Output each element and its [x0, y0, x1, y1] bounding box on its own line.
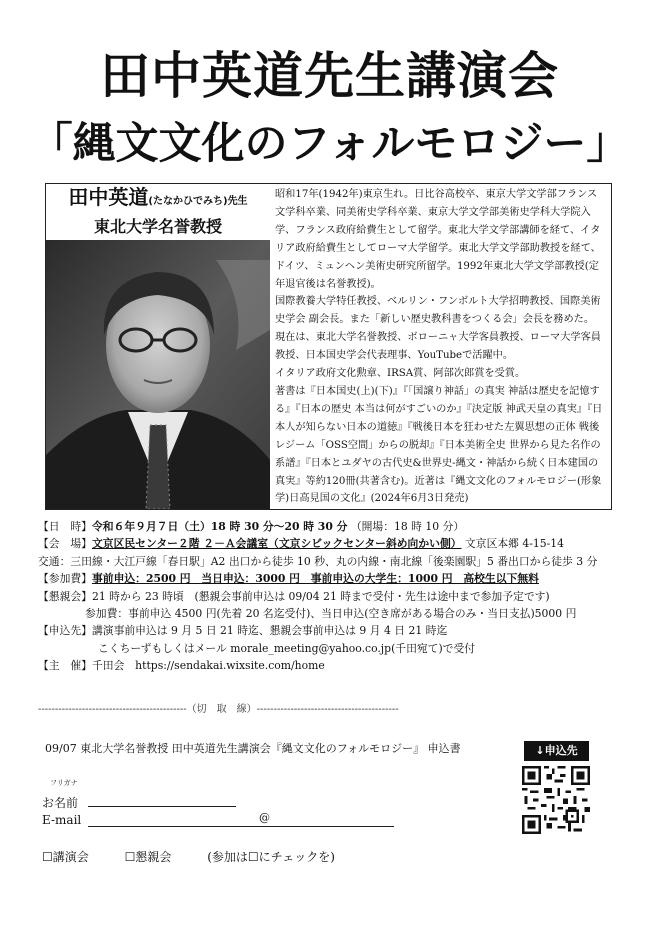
bio-paragraph: 著書は『日本国史(上)(下)』『「国譲り神話」の真実 神話は歴史を記憶する』『日本の歴史 本当は何がすごいのか』『決定版 神武天皇の真実』『日本人が知らない日本の道徳』『戦後日本を狂わせた左翼思想の正体 戦後レジーム「OSS空間」からの脱却』『日本美術全史 世界から見た名作の系譜』『日本とユダヤの古代史&世界史-縄文・神話から続く日本建国の真実』等約120冊(共著含む)。近著は『縄文文化のフォルモロジー(形象学)日高見国の文化』(2024年6月3日発売)	[275, 385, 603, 505]
bio-paragraph: 現在は、東北大学名誉教授、ボローニャ大学客員教授、ローマ大学客員教授、日本国史学会代表理事、YouTubeで活躍中。	[275, 332, 601, 362]
qr-code[interactable]	[522, 766, 590, 834]
lecture-checkbox[interactable]: ☐講演会	[42, 850, 89, 864]
host-value: 千田会 https://sendakai.wixsite.com/home	[91, 659, 325, 673]
apply-value: 講演事前申込は 9 月 5 日 21 時迄、懇親会事前申込は 9 月 4 日 21 時迄	[91, 624, 448, 638]
apply-qr-label[interactable]: ↓申込先	[524, 741, 589, 761]
check-note: (参加は☐にチェックを)	[207, 850, 335, 864]
speaker-photo	[46, 240, 270, 509]
participation-checks	[42, 848, 367, 865]
date-note: （開場：18 時 10 分）	[350, 520, 465, 533]
event-info	[38, 518, 638, 675]
venue-label: 【会 場】	[38, 537, 92, 551]
host-label: 【主 催】	[38, 659, 92, 673]
form-header: 09/07 東北大学名誉教授 田中英道先生講演会『縄文文化のフォルモロジー』 申込書	[45, 742, 461, 755]
host-row	[38, 657, 638, 674]
speaker-reading: (たなかひでみち)	[148, 196, 228, 207]
bio-paragraph: 昭和17年(1942年)東京生れ。日比谷高校卒、東京大学文学部フランス文学科卒業、同美術史学科卒業、東京大学文学部美術史学科大学院入学、フランス政府給費生として留学。東北大学文学部講師を経て、イタリア政府給費生としてローマ大学留学。東北大学文学部助教授を経て、ドイツ、ミュンヘン美術史研究所留学。1992年東北大学文学部教授(定年退官後は名誉教授)。	[275, 189, 601, 290]
page-title: 田中英道先生講演会	[100, 47, 559, 105]
bio-paragraph: 国際教養大学特任教授、ベルリン・フンボルト大学招聘教授、国際美術史学会 副会長。また「新しい歴史教科書をつくる会」会長を務めた。	[275, 296, 601, 326]
email-field[interactable]	[88, 826, 394, 827]
name-label: お名前	[42, 796, 79, 810]
name-field[interactable]	[88, 806, 236, 807]
fee-value: 事前申込：2500 円 当日申込：3000 円 事前申込の大学生：1000 円 高校生以下無料	[91, 572, 539, 586]
party-fee-row: 参加費：事前申込 4500 円(先着 20 名迄受付)、当日申込(空き席がある場合のみ・当日支払)5000 円	[85, 607, 577, 621]
party-checkbox[interactable]: ☐懇親会	[124, 850, 172, 864]
party-label: 【懇親会】	[38, 589, 92, 603]
date-value: 令和６年９月７日（土）18 時 30 分～20 時 30 分	[91, 520, 348, 533]
bio-paragraph: イタリア政府文化勲章、IRSA賞、阿部次郎賞を受賞。	[275, 368, 526, 380]
email-at-sign: @	[259, 811, 270, 824]
cut-line: --------------------------------------------（切 取 線）------------------------------------------	[38, 704, 399, 715]
venue-value: 文京区民センター２階 ２－Ａ会議室（文京シビックセンター斜め向かい側）	[91, 537, 462, 551]
party-value: 21 時から 23 時頃 (懇親会事前申込は 09/04 21 時まで受付・先生は途中まで参加予定です)	[91, 589, 550, 603]
fee-row	[38, 570, 638, 587]
speaker-name-block	[46, 184, 270, 240]
speaker-biography	[275, 186, 607, 508]
speaker-name: 田中英道	[68, 185, 149, 209]
speaker-honorific: 先生	[227, 196, 248, 207]
apply-label: 【申込先】	[38, 624, 92, 638]
apply-row	[38, 622, 638, 639]
access-row: 交通：三田線・大江戸線「春日駅」A2 出口から徒歩 10 秒、丸の内線・南北線「後楽園駅」5 番出口から徒歩 3 分	[38, 554, 598, 568]
venue-row	[38, 535, 638, 552]
page-subtitle: 「縄文文化のフォルモロジー」	[29, 119, 630, 169]
fee-label: 【参加費】	[38, 572, 92, 586]
venue-address: 文京区本郷 4-15-14	[464, 537, 565, 551]
date-row	[38, 518, 638, 535]
apply-contact-row: こくちーずもしくはメール morale_meeting@yahoo.co.jp(千田宛て)で受付	[98, 641, 476, 655]
email-label: E-mail	[42, 813, 82, 827]
date-label: 【日 時】	[38, 520, 92, 533]
furigana-label: フリガナ	[50, 779, 78, 787]
speaker-name-line	[46, 184, 270, 215]
party-row	[38, 588, 638, 605]
speaker-position: 東北大学名誉教授	[93, 217, 222, 236]
